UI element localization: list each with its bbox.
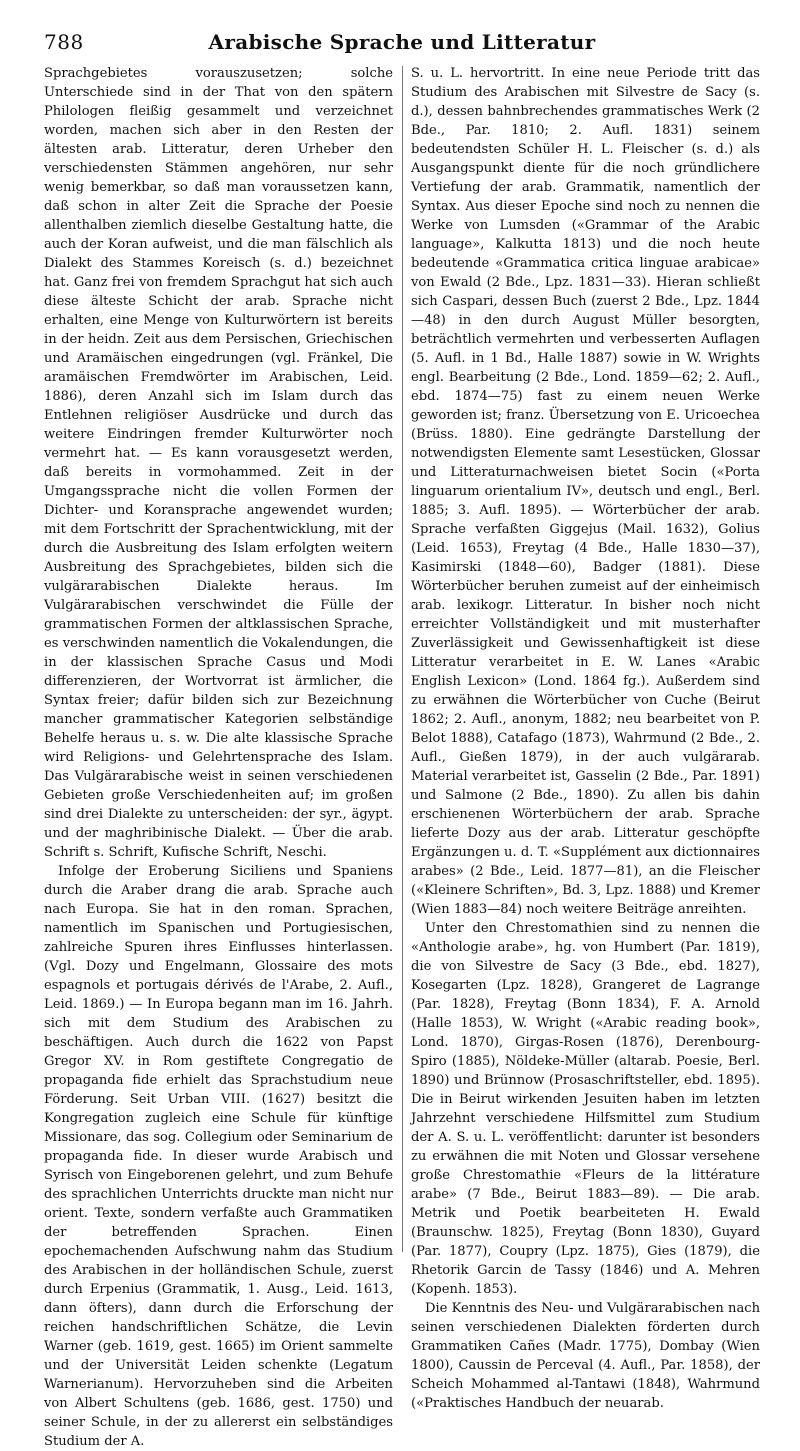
paragraph: Die Kenntnis des Neu- und Vulgärarabischen nach seinen verschiedenen Dialekten förderten durch Grammatiken Cañes (Madr. 1775), Dombay (Wien 1800), Caussin de Perceval (4. Aufl., Par. 1858), der Scheich Mohammed al-Tantawi (1848), Wahrmund («Praktisches Handbuch der neuarab. (411, 1301, 761, 1411)
paragraph: S. u. L. hervortritt. In eine neue Periode tritt das Studium des Arabischen mit Silvestre de Sacy (s. d.), dessen bahnbrechendes grammatisches Werk (2 Bde., Par. 1810; 2. Aufl. 1831) seinem bedeutendsten Schüler H. L. Fleischer (s. d.) als Ausgangspunkt diente für die noch gründlichere Vertiefung der arab. Grammatik, namentlich der Syntax. Aus dieser Epoche sind noch zu nennen die Werke von Lumsden («Grammar of the Arabic language», Kalkutta 1813) und die noch heute bedeutende «Grammatica critica linguae arabicae» von Ewald (2 Bde., Lpz. 1831—33). Hieran schließt sich Caspari, dessen Buch (zuerst 2 Bde., Lpz. 1844—48) in den durch August Müller besorgten, beträchtlich vermehrten und verbesserten Auflagen (5. Aufl. in 1 Bd., Halle 1887) sowie in W. Wrights engl. Bearbeitung (2 Bde., Lond. 1859—62; 2. Aufl., ebd. 1874—75) fast zu einem neuen Werke geworden ist; franz. Übersetzung von E. Uricoechea (Brüss. 1880). Eine gedrängte Darstellung der notwendigsten Elemente samt Lesestücken, Glossar und Litteraturnachweisen bietet Socin («Porta linguarum orientalium IV», deutsch und engl., Berl. 1885; 3. Aufl. 1895). — Wörterbücher der arab. Sprache verfaßten Giggejus (Mail. 1632), Golius (Leid. 1653), Freytag (4 Bde., Halle 1830—37), Kasimirski (1848—60), Badger (1881). Diese Wörterbücher beruhen zumeist auf der einheimisch arab. lexikogr. Litteratur. In bisher noch nicht erreichter Vollständigkeit und mit musterhafter Zuverlässigkeit und Gewissenhaftigkeit ist diese Litteratur verarbeitet in E. W. Lanes «Arabic English Lexicon» (Lond. 1864 fg.). Außerdem sind zu erwähnen die Wörterbücher von Cuche (Beirut 1862; 2. Aufl., anonym, 1882; neu bearbeitet von P. Belot 1888), Catafago (1873), Wahrmund (2 Bde., 2. Aufl., Gießen 1879), in der auch vulgärarab. Material verarbeitet ist, Gasselin (2 Bde., Par. 1891) und Salmone (2 Bde., 1890). Zu allen bis dahin erschienenen Wörterbüchern der arab. Sprache lieferte Dozy aus der arab. Litteratur geschöpfte Ergänzungen u. d. T. «Supplément aux dictionnaires arabes» (2 Bde., Leid. 1877—81), an die Fleischer («Kleinere Schriften», Bd. 3, Lpz. 1888) und Kremer (Wien 1883—84) noch weitere Beiträge anreihten. (411, 66, 760, 917)
running-title: Arabische Sprache und Litteratur (208, 30, 596, 54)
paragraph: Infolge der Eroberung Siciliens und Spaniens durch die Araber drang die arab. Sprache auch nach Europa. Sie hat in den roman. Sprachen, namentlich im Spanischen und Portugiesischen, zahlreiche Spuren ihres Einflusses hinterlassen. (Vgl. Dozy und Engelmann, Glossaire des mots espagnols et portugais dérivés de l'Arabe, 2. Aufl., Leid. 1869.) — In Europa begann man im 16. Jahrh. sich mit dem Studium des Arabischen zu beschäftigen. Auch durch die 1622 von Papst Gregor XV. in Rom gestiftete Congregatio de propaganda fide erhielt das Sprachstudium neue Förderung. Seit Urban VIII. (1627) besitzt die Kongregation zugleich eine Schule für künftige Missionare, das sog. Collegium oder Seminarium de propaganda fide. In dieser wurde Arabisch und Syrisch von Eingeborenen gelehrt, und zum Behufe des sprachlichen Unterrichts druckte man nicht nur orient. Texte, sondern verfaßte auch Grammatiken der betreffenden Sprachen. Einen epochemachenden Aufschwung nahm das Studium des Arabischen in der holländischen Schule, zuerst durch Erpenius (Grammatik, 1. Ausg., Leid. 1613, dann öfters), dann durch die Erforschung der reichen handschriftlichen Schätze, die Levin Warner (geb. 1619, gest. 1665) im Orient sammelte und der Universität Leiden schenkte (Legatum Warnerianum). Hervorzuheben sind die Arbeiten von Albert Schultens (geb. 1686, gest. 1750) und seiner Schule, in der zu allererst ein selbständiges Studium der A. (44, 864, 393, 1449)
paragraph: Unter den Chrestomathien sind zu nennen die «Anthologie arabe», hg. von Humbert (Par. 1819), die von Silvestre de Sacy (3 Bde., ebd. 1827), Kosegarten (Lpz. 1828), Grangeret de Lagrange (Par. 1828), Freytag (Bonn 1834), F. A. Arnold (Halle 1853), W. Wright («Arabic reading book», Lond. 1870), Girgas-Rosen (1876), Derenbourg-Spiro (1885), Nöldeke-Müller (altarab. Poesie, Berl. 1890) und Brünnow (Prosaschriftsteller, ebd. 1895). Die in Beirut wirkenden Jesuiten haben im letzten Jahrzehnt verschiedene Hilfsmittel zum Studium der A. S. u. L. veröffentlicht: darunter ist besonders zu erwähnen die mit Noten und Glossar versehene große Chrestomathie «Fleurs de la littérature arabe» (7 Bde., Beirut 1883—89). — Die arab. Metrik und Poetik bearbeiteten H. Ewald (Braunschw. 1825), Freytag (Bonn 1830), Guyard (Par. 1877), Coupry (Lpz. 1875), Gies (1879), die Rhetorik Garcin de Tassy (1846) und A. Mehren (Kopenh. 1853). (411, 921, 760, 1297)
paragraph: Sprachgebietes vorauszusetzen; solche Unterschiede sind in der That von den spätern Philologen fleißig gesammelt und verzeichnet worden, machen sich aber in den Resten der ältesten arab. Litteratur, deren Urheber den verschiedensten Stämmen angehören, nur sehr wenig bemerkbar, so daß man voraussetzen kann, daß schon in alter Zeit die Sprache der Poesie allenthalben ziemlich dieselbe Gestaltung hatte, die auch der Koran aufweist, und die man fälschlich als Dialekt des Stammes Koreisch (s. d.) bezeichnet hat. Ganz frei von fremdem Sprachgut hat sich auch diese älteste Schicht der arab. Sprache nicht erhalten, eine Menge von Kulturwörtern ist bereits in der heidn. Zeit aus dem Persischen, Griechischen und Aramäischen eingedrungen (vgl. Fränkel, Die aramäischen Fremdwörter im Arabischen, Leid. 1886), deren Anzahl sich im Islam durch das Entlehnen religiöser Ausdrücke und durch das weitere Eindringen fremder Kulturwörter noch vermehrt hat. — Es kann vorausgesetzt werden, daß bereits in vormohammed. Zeit in der Umgangssprache nicht die vollen Formen der Dichter- und Koransprache angewendet wurden; mit dem Fortschritt der Sprachentwicklung, mit der durch die Ausbreitung des Islam erfolgten weitern Ausbreitung des Sprachgebietes, bilden sich die vulgärarabischen Dialekte heraus. Im Vulgärarabischen verschwindet die Fülle der grammatischen Formen der altklassischen Sprache, es verschwinden namentlich die Vokalendungen, die in der klassischen Sprache Casus und Modi differenzieren, der Wortvorrat ist ärmlicher, die Syntax freier; dafür bilden sich zur Bezeichnung mancher grammatischer Kategorien selbständige Behelfe heraus u. s. w. Die alte klassische Sprache wird Religions- und Gelehrtensprache des Islam. Das Vulgärarabische weist in seinen verschiedenen Gebieten große Verschiedenheiten auf; im großen sind drei Dialekte zu unterscheiden: der syr., ägypt. und der maghribinische Dialekt. — Über die arab. Schrift s. Schrift, Kufische Schrift, Neschi. (44, 66, 393, 860)
left-column (44, 64, 393, 1449)
text-columns (44, 64, 761, 1449)
page-number: 788 (44, 30, 84, 54)
page-header (44, 30, 760, 64)
right-column (411, 64, 761, 1411)
